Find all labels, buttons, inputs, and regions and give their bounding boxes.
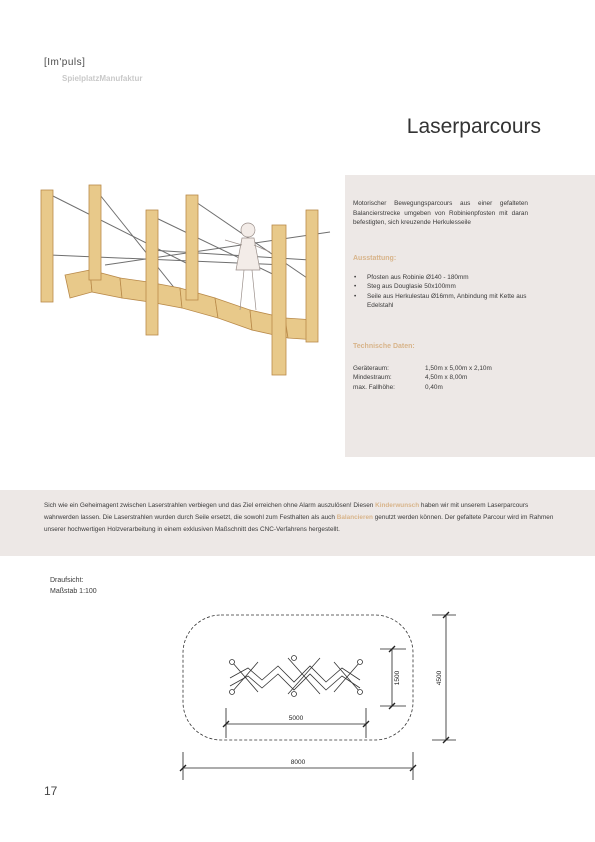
list-item: • Steg aus Douglasie 50x100mm	[353, 282, 533, 291]
plan-label	[50, 575, 97, 597]
description-part-1: Sich wie ein Geheimagent zwischen Laserstrahlen verbiegen und das Ziel erreichen ohne Alarm auszulösen! Diesen	[44, 502, 376, 509]
table-row	[353, 383, 492, 392]
product-illustration	[30, 170, 340, 385]
equipment-list	[353, 273, 533, 311]
tech-label: Mindestraum:	[353, 374, 392, 382]
brand-name: [Im'puls]	[44, 57, 86, 68]
list-item: • Pfosten aus Robinie Ø140 - 180mm	[353, 273, 533, 282]
tech-value: 1,50m x 5,00m x 2,10m	[425, 365, 492, 372]
dim-inner-width: 5000	[288, 715, 304, 722]
tech-value: 0,40m	[425, 383, 443, 391]
description-part-2: haben wir mit unserem Laserparcours wahrwerden lassen. Die Laserstrahlen wurden durch Seile ersetzt, die sowohl zum Festhalten als auch	[44, 502, 529, 521]
highlight-balancieren: Balancieren	[336, 514, 373, 521]
tech-value: 4,50m x 8,00m	[425, 374, 468, 382]
table-row	[353, 364, 492, 373]
tech-label: Geräteraum:	[353, 365, 389, 372]
parcours-outline	[230, 658, 360, 694]
dim-inner-height: 1500	[394, 670, 401, 686]
plan-view-label: Draufsicht:	[50, 577, 84, 584]
plan-drawing	[170, 600, 460, 785]
table-row	[353, 373, 492, 382]
tech-label: max. Fallhöhe:	[353, 383, 395, 391]
dim-outer-height: 4500	[436, 670, 443, 686]
tech-data-table	[353, 364, 492, 392]
highlight-kinderwunsch: Kinderwunsch	[375, 502, 420, 509]
dimension-lines	[183, 615, 456, 780]
equipment-heading: Ausstattung:	[353, 255, 397, 262]
description-text	[44, 500, 564, 536]
tech-heading: Technische Daten:	[353, 343, 415, 350]
brand-tagline: SpielplatzManufaktur	[62, 74, 143, 83]
description-part-3: genutzt werden können. Der gefaltete Parcour wird im Rahmen unserer hochwertigen Holzverarbeitung in einem exklusiven Maßschnitt des CNC-Verfahrens hergestellt.	[44, 514, 554, 533]
list-item: • Seile aus Herkulestau Ø16mm, Anbindung mit Kette aus Edelstahl	[353, 292, 533, 311]
plan-scale: Maßstab 1:100	[50, 588, 97, 595]
product-intro: Motorischer Bewegungsparcours aus einer gefalteten Balancierstrecke umgeben von Robinienpfosten mit daran befestigten, sich kreuzende Herkulesseile	[353, 200, 528, 227]
page-title: Laserparcours	[406, 115, 541, 138]
dim-outer-width: 8000	[290, 759, 306, 766]
page-number: 17	[44, 784, 58, 798]
